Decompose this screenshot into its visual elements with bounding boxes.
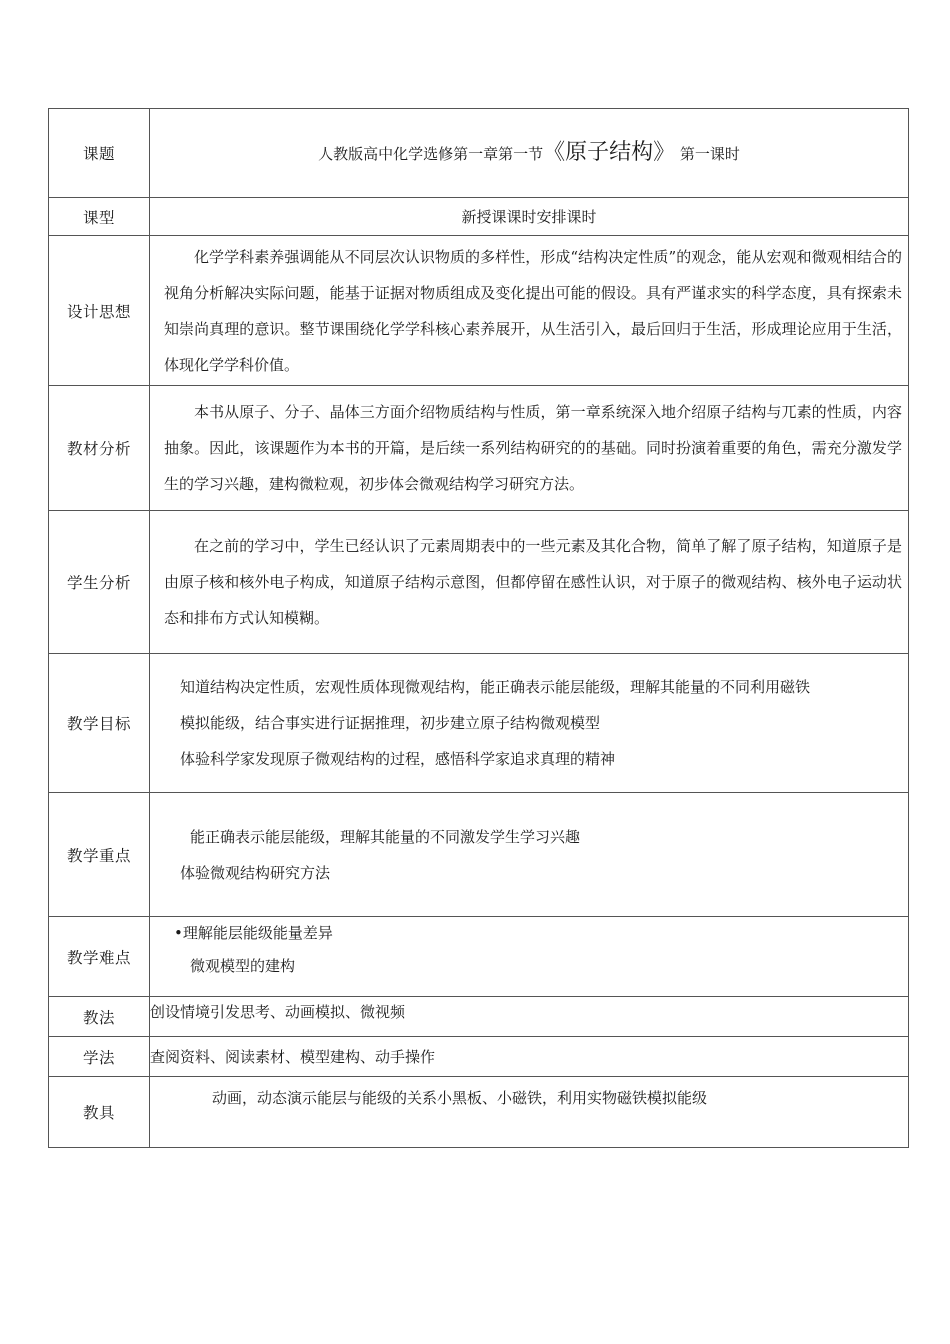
row-difficulty <box>49 917 909 997</box>
row-type <box>49 198 909 236</box>
row-design <box>49 236 909 386</box>
row-key <box>49 793 909 917</box>
row-material <box>49 386 909 511</box>
title-prefix: 人教版高中化学选修第一章第一节 <box>318 144 544 163</box>
row-goals <box>49 654 909 793</box>
student-text: 在之前的学习中，学生已经认识了元素周期表中的一些元素及其化合物，简单了解了原子结构，知道原子是由原子核和核外电子构成，知道原子结构示意图，但都停留在感性认识，对于原子的微观结构、核外电子运动状态和排布方式认知模糊。 <box>164 537 902 627</box>
type-label: 课型 <box>49 198 150 236</box>
material-label: 教材分析 <box>49 386 150 511</box>
design-label: 设计思想 <box>49 236 150 386</box>
row-learning <box>49 1037 909 1077</box>
row-method <box>49 997 909 1037</box>
tools-label: 教具 <box>49 1077 150 1148</box>
type-value: 新授课课时安排课时 <box>150 198 909 236</box>
lesson-title <box>150 109 909 198</box>
key-label: 教学重点 <box>49 793 150 917</box>
row-student <box>49 511 909 654</box>
goals-label: 教学目标 <box>49 654 150 793</box>
title-suffix: 第一课时 <box>679 144 740 163</box>
material-text: 本书从原子、分子、晶体三方面介绍物质结构与性质，第一章系统深入地介绍原子结构与兀素的性质，内容抽象。因此，该课题作为本书的开篇，是后续一系列结构研究的的基础。同时扮演着重要的角色，需充分激发学生的学习兴趣，建构微粒观，初步体会微观结构学习研究方法。 <box>164 403 902 493</box>
difficulty-label: 教学难点 <box>49 917 150 997</box>
learning-value: 查阅资料、阅读素材、模型建构、动手操作 <box>150 1037 909 1077</box>
topic-label: 课题 <box>49 109 150 198</box>
method-value: 创设情境引发思考、动画模拟、微视频 <box>150 997 909 1037</box>
key-line-2: 体验微观结构研究方法 <box>180 863 331 882</box>
goals-line-2: 模拟能级，结合事实进行证据推理，初步建立原子结构微观模型 <box>180 714 601 732</box>
key-line-1: 能正确表示能层能级，理解其能量的不同激发学生学习兴趣 <box>190 827 581 846</box>
tools-value: 动画，动态演示能层与能级的关系小黑板、小磁铁，利用实物磁铁模拟能级 <box>150 1077 909 1148</box>
row-topic <box>49 109 909 198</box>
goals-line-3: 体验科学家发现原子微观结构的过程，感悟科学家追求真理的精神 <box>180 750 616 768</box>
difficulty-line-2: 微观模型的建构 <box>190 957 296 975</box>
design-text: 化学学科素养强调能从不同层次认识物质的多样性，形成“结构决定性质”的观念，能从宏观和微观相结合的视角分析解决实际问题，能基于证据对物质组成及变化提出可能的假设。具有严谨求实的科学态度，具有探索未知崇尚真理的意识。整节课围绕化学学科核心素养展开，从生活引入，最后回归于生活，形成理论应用于生活，体现化学学科价值。 <box>164 247 902 374</box>
difficulty-line-1: •理解能层能级能量差异 <box>174 924 333 942</box>
student-label: 学生分析 <box>49 511 150 654</box>
title-main: 《原子结构》 <box>543 139 676 165</box>
lesson-plan-table <box>48 108 909 1148</box>
method-label: 教法 <box>49 997 150 1037</box>
goals-line-1: 知道结构决定性质，宏观性质体现微观结构，能正确表示能层能级，理解其能量的不同利用磁铁 <box>180 678 811 696</box>
row-tools <box>49 1077 909 1148</box>
learning-label: 学法 <box>49 1037 150 1077</box>
